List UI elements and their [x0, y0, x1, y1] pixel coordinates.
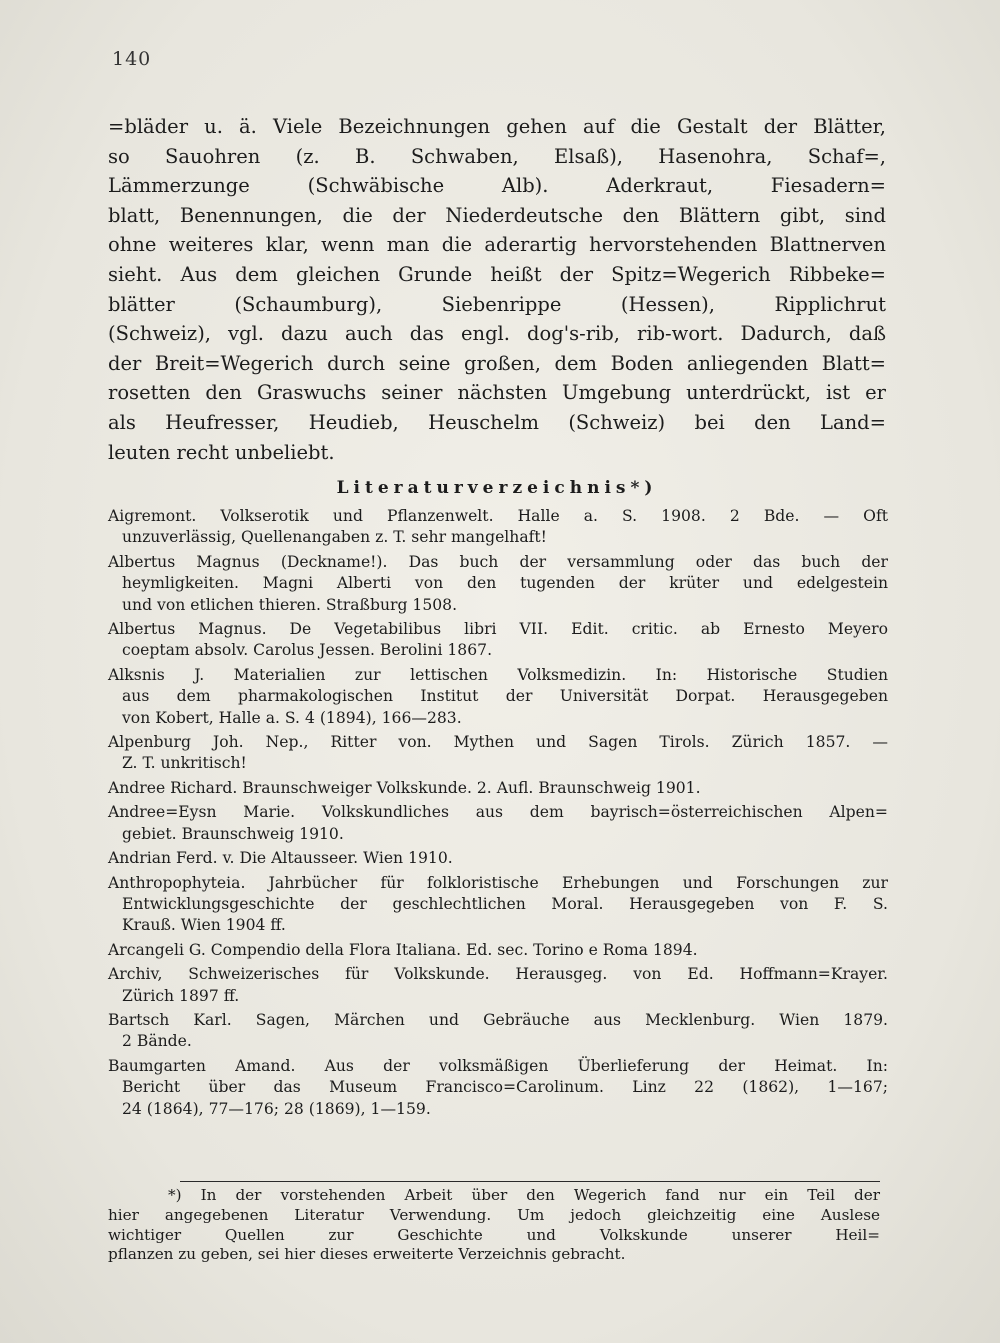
text-line: (Schweiz), vgl. dazu auch das engl. dog's-rib, rib-wort. Dadurch, daß	[108, 322, 886, 346]
entry-line: von Kobert, Halle a. S. 4 (1894), 166—283.	[122, 708, 462, 727]
footnote-line: wichtiger Quellen zur Geschichte und Volkskunde unserer Heil=	[108, 1225, 880, 1244]
bibliography-entry	[108, 940, 888, 961]
text-line: ohne weiteres klar, wenn man die aderartig hervorstehenden Blattnerven	[108, 233, 886, 257]
entry-line: Albertus Magnus (Deckname!). Das buch der versammlung oder das buch der	[108, 552, 888, 571]
text-line: sieht. Aus dem gleichen Grunde heißt der Spitz=Wegerich Ribbeke=	[108, 262, 886, 286]
bibliography-entry	[108, 964, 888, 1007]
entry-line: 2 Bände.	[122, 1032, 192, 1051]
entry-line: gebiet. Braunschweig 1910.	[122, 824, 344, 843]
entry-line: und von etlichen thieren. Straßburg 1508.	[122, 595, 458, 614]
bibliography-entry	[108, 848, 888, 869]
footnote-line: pflanzen zu geben, sei hier dieses erweiterte Verzeichnis gebracht.	[108, 1245, 626, 1264]
entry-line: Albertus Magnus. De Vegetabilibus libri VII. Edit. critic. ab Ernesto Meyero	[108, 620, 888, 639]
bibliography-entry	[108, 552, 888, 616]
bibliography-entry	[108, 619, 888, 662]
entry-line: Z. T. unkritisch!	[122, 754, 247, 773]
entry-line: Baumgarten Amand. Aus der volksmäßigen Überlieferung der Heimat. In:	[108, 1056, 888, 1075]
footnote	[108, 1186, 880, 1265]
entry-line: Arcangeli G. Compendio della Flora Italiana. Ed. sec. Torino e Roma 1894.	[108, 940, 698, 959]
text-line: blätter (Schaumburg), Siebenrippe (Hessen), Ripplichrut	[108, 292, 886, 316]
entry-line: Aigremont. Volkserotik und Pflanzenwelt. Halle a. S. 1908. 2 Bde. — Oft	[108, 507, 888, 525]
entry-line: Alpenburg Joh. Nep., Ritter von. Mythen und Sagen Tirols. Zürich 1857. —	[108, 733, 888, 752]
bibliography-entry	[108, 732, 888, 775]
text-line: leuten recht unbeliebt.	[108, 440, 335, 464]
entry-line: Krauß. Wien 1904 ff.	[122, 916, 286, 935]
footnote-line: hier angegebenen Literatur Verwendung. Um jedoch gleichzeitig eine Auslese	[108, 1205, 880, 1224]
text-line: Lämmerzunge (Schwäbische Alb). Aderkraut, Fiesadern=	[108, 174, 886, 198]
text-line: so Sauohren (z. B. Schwaben, Elsaß), Hasenohra, Schaf=,	[108, 144, 886, 168]
bibliography-entry	[108, 665, 888, 729]
entry-line: Entwicklungsgeschichte der geschlechtlichen Moral. Herausgegeben von F. S.	[122, 894, 888, 913]
entry-line: Andree=Eysn Marie. Volkskundliches aus dem bayrisch=österreichischen Alpen=	[108, 803, 888, 822]
entry-line: coeptam absolv. Carolus Jessen. Berolini 1867.	[122, 641, 493, 660]
entry-line: 24 (1864), 77—176; 28 (1869), 1—159.	[122, 1099, 431, 1118]
entry-line: Bartsch Karl. Sagen, Märchen und Gebräuche aus Mecklenburg. Wien 1879.	[108, 1010, 888, 1029]
bibliography-entry	[108, 873, 888, 937]
section-heading: Literaturverzeichnis*)	[336, 478, 658, 498]
entry-line: Alksnis J. Materialien zur lettischen Volksmedizin. In: Historische Studien	[108, 665, 888, 684]
bibliography-entry	[108, 1010, 888, 1053]
footnote-line: *) In der vorstehenden Arbeit über den Wegerich fand nur ein Teil der	[168, 1186, 880, 1204]
entry-line: Bericht über das Museum Francisco=Carolinum. Linz 22 (1862), 1—167;	[122, 1078, 888, 1097]
text-line: blatt, Benennungen, die der Niederdeutsche den Blättern gibt, sind	[108, 203, 886, 227]
entry-line: Andrian Ferd. v. Die Altausseer. Wien 1910.	[108, 849, 453, 868]
entry-line: unzuverlässig, Quellenangaben z. T. sehr mangelhaft!	[122, 528, 547, 547]
bibliography-entry	[108, 778, 888, 799]
entry-line: Archiv, Schweizerisches für Volkskunde. Herausgeg. von Ed. Hoffmann=Krayer.	[108, 965, 888, 984]
text-line: =bläder u. ä. Viele Bezeichnungen gehen auf die Gestalt der Blätter,	[108, 115, 886, 138]
entry-line: Zürich 1897 ff.	[122, 986, 240, 1005]
footnote-divider	[180, 1181, 880, 1182]
text-line: der Breit=Wegerich durch seine großen, dem Boden anliegenden Blatt=	[108, 351, 886, 375]
entry-line: Anthropophyteia. Jahrbücher für folkloristische Erhebungen und Forschungen zur	[108, 873, 888, 892]
page-number: 140	[112, 48, 152, 70]
entry-line: Andree Richard. Braunschweiger Volkskunde. 2. Aufl. Braunschweig 1901.	[108, 778, 701, 797]
text-line: als Heufresser, Heudieb, Heuschelm (Schweiz) bei den Land=	[108, 410, 886, 434]
bibliography-entry	[108, 802, 888, 845]
text-line: rosetten den Graswuchs seiner nächsten Umgebung unterdrückt, ist er	[108, 381, 886, 405]
bibliography-list	[108, 506, 888, 1123]
entry-line: aus dem pharmakologischen Institut der Universität Dorpat. Herausgegeben	[122, 687, 888, 706]
entry-line: heymligkeiten. Magni Alberti von den tugenden der krüter und edelgestein	[122, 574, 888, 593]
body-paragraph	[108, 112, 886, 467]
bibliography-entry	[108, 1056, 888, 1120]
bibliography-entry	[108, 506, 888, 549]
